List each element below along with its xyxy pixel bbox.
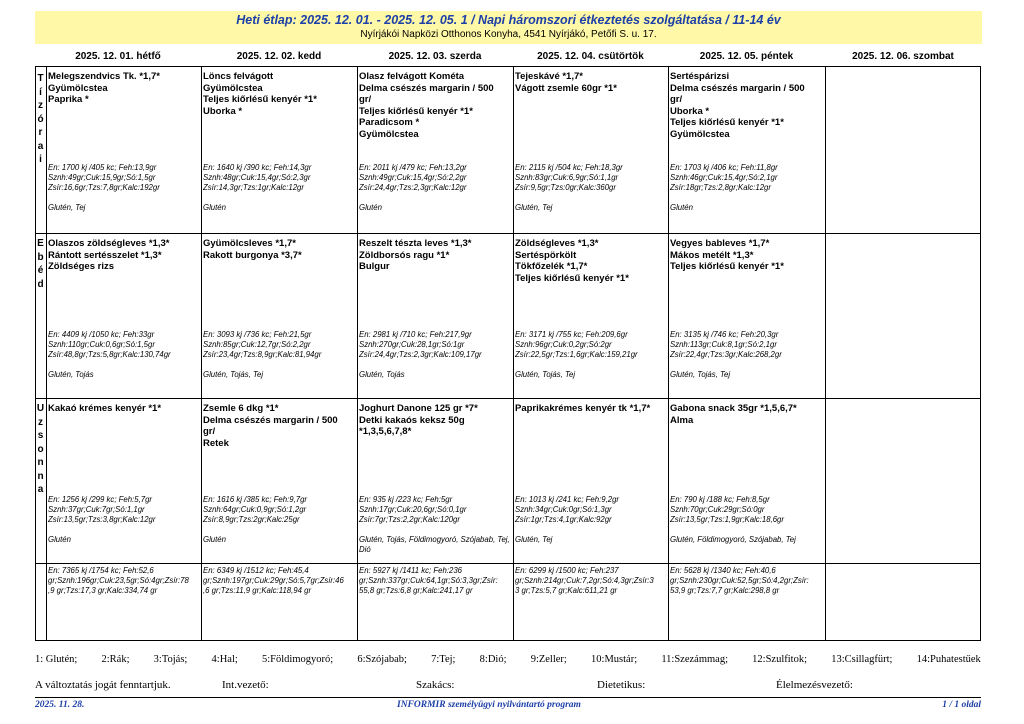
meal-label-letter: z bbox=[38, 416, 43, 428]
nutrition-info bbox=[203, 330, 355, 360]
nutrition-line: En: 2115 kj /504 kc; Feh:18,3gr bbox=[515, 163, 623, 172]
nutrition-info bbox=[359, 330, 511, 360]
nutrition-line: En: 1013 kj /241 kc; Feh:9,2gr bbox=[515, 495, 620, 504]
meal-label-letter: i bbox=[39, 154, 42, 165]
daily-total-line: En: 6349 kj /1512 kc; Feh:45,4 bbox=[203, 566, 309, 575]
menu-item: Paprikakrémes kenyér tk *1,7* bbox=[515, 403, 651, 414]
nutrition-info bbox=[359, 163, 511, 193]
nutrition-line: En: 790 kj /188 kc; Feh:8,5gr bbox=[670, 495, 770, 504]
daily-total-line: ,9 gr;Tzs:17,3 gr;Kalc:334,74 gr bbox=[48, 586, 158, 595]
nutrition-line: En: 1616 kj /385 kc; Feh:9,7gr bbox=[203, 495, 308, 504]
legend-item: 10:Mustár; bbox=[591, 654, 638, 665]
meal-label-letter: o bbox=[37, 443, 44, 455]
nutrition-line: Zsír:8,9gr;Tzs:2gr;Kalc:25gr bbox=[203, 515, 300, 524]
meal-label bbox=[35, 72, 46, 167]
meal-label-letter: b bbox=[37, 251, 44, 263]
allergen-info: Glutén, Földimogyoró, Szójabab, Tej bbox=[670, 535, 796, 544]
title-bar bbox=[35, 11, 982, 44]
meal-label-letter: T bbox=[37, 73, 44, 84]
nutrition-line: Sznh:113gr;Cuk:8,1gr;Só:2,1gr bbox=[670, 340, 777, 349]
nutrition-line: En: 1640 kj /390 kc; Feh:14,3gr bbox=[203, 163, 312, 172]
nutrition-line: En: 3093 kj /736 kc; Feh:21,5gr bbox=[203, 330, 312, 339]
allergen-info: Glutén, Tojás, Földimogyoró, Szójabab, Tej, Dió bbox=[359, 535, 510, 554]
menu-item: Paprika * bbox=[48, 94, 89, 105]
menu-item: Teljes kiőrlésű kenyér *1* bbox=[670, 261, 784, 272]
allergen-info: Glutén, Tej bbox=[515, 535, 553, 544]
day-header: 2025. 12. 03. szerda bbox=[388, 51, 482, 62]
meal-label-letter: U bbox=[36, 403, 45, 414]
daily-total-line: En: 6299 kj /1500 kc; Feh:237 bbox=[515, 566, 619, 575]
head-signature-label: Int.vezető: bbox=[222, 679, 269, 691]
daily-total bbox=[359, 566, 512, 596]
nutrition-info bbox=[48, 163, 199, 193]
nutrition-line: Sznh:70gr;Cuk:29gr;Só:0gr bbox=[670, 505, 765, 514]
column-divider bbox=[201, 66, 202, 641]
daily-total-line: gr;Sznh:337gr;Cuk:64,1gr;Só:3,3gr;Zsír: bbox=[359, 576, 498, 585]
menu-item: Tökfőzelék *1,7* bbox=[515, 261, 588, 272]
nutrition-line: Zsír:13,5gr;Tzs:3,8gr;Kalc:12gr bbox=[48, 515, 156, 524]
footer-page: 1 / 1 oldal bbox=[942, 700, 981, 710]
nutrition-info bbox=[670, 163, 823, 193]
footer-date: 2025. 11. 28. bbox=[35, 700, 85, 710]
nutrition-info bbox=[515, 330, 666, 360]
legend-item: 6:Szójabab; bbox=[357, 654, 407, 665]
menu-items bbox=[359, 238, 511, 273]
allergen-info: Glutén, Tojás, Tej bbox=[670, 370, 731, 379]
daily-total-line: gr;Sznh:196gr;Cuk:23,5gr;Só:4gr;Zsír:78 bbox=[48, 576, 189, 585]
menu-item: Paradicsom * bbox=[359, 117, 420, 128]
meal-label-letter: é bbox=[37, 265, 44, 276]
menu-item: Gyümölcstea bbox=[203, 82, 263, 94]
nutrition-line: Sznh:46gr;Cuk:15,4gr;Só:2,1gr bbox=[670, 173, 778, 182]
nutrition-line: Sznh:48gr;Cuk:15,4gr;Só:2,3gr bbox=[203, 173, 311, 182]
nutrition-line: En: 935 kj /223 kc; Feh:5gr bbox=[359, 495, 453, 504]
daily-total bbox=[48, 566, 200, 596]
menu-item: gr/ bbox=[670, 94, 683, 105]
menu-item: Reszelt tészta leves *1,3* bbox=[359, 238, 472, 249]
menu-item: Joghurt Danone 125 gr *7* bbox=[359, 403, 478, 414]
menu-items bbox=[48, 71, 199, 106]
menu-item: Teljes kiőrlésű kenyér *1* bbox=[670, 117, 784, 128]
column-divider bbox=[513, 66, 514, 641]
row-divider bbox=[35, 233, 981, 234]
nutrition-line: En: 3171 kj /755 kc; Feh:209,6gr bbox=[515, 330, 628, 339]
menu-item: Löncs felvágott bbox=[203, 71, 274, 82]
menu-items bbox=[359, 403, 511, 438]
nutrition-line: En: 4409 kj /1050 kc; Feh:33gr bbox=[48, 330, 155, 339]
day-header: 2025. 12. 05. péntek bbox=[699, 51, 794, 62]
nutrition-line: Zsír:18gr;Tzs:2,8gr;Kalc:12gr bbox=[670, 183, 771, 192]
menu-item: gr/ bbox=[203, 426, 216, 437]
menu-item: Uborka * bbox=[670, 105, 710, 117]
allergen-info: Glutén, Tej bbox=[515, 203, 553, 212]
meal-label-letter: s bbox=[37, 430, 44, 441]
day-header: 2025. 12. 01. hétfő bbox=[75, 51, 161, 62]
nutrition-line: En: 1700 kj /405 kc; Feh:13,9gr bbox=[48, 163, 157, 172]
nutrition-line: Sznh:85gr;Cuk:12,7gr;Só:2,2gr bbox=[203, 340, 311, 349]
meal-label bbox=[35, 237, 46, 291]
footer bbox=[35, 697, 981, 710]
nutrition-line: Zsír:24,4gr;Tzs:2,3gr;Kalc:109,17gr bbox=[359, 350, 482, 359]
menu-items bbox=[203, 238, 355, 261]
legend-item: 5:Földimogyoró; bbox=[261, 654, 334, 665]
allergen-info: Glutén, Tojás bbox=[359, 370, 405, 379]
menu-item: Rakott burgonya *3,7* bbox=[203, 249, 302, 261]
daily-total bbox=[203, 566, 356, 596]
menu-item: Detki kakaós keksz 50g bbox=[359, 414, 465, 426]
daily-total-line: gr;Sznh:230gr;Cuk:52,5gr;Só:4,2gr;Zsír: bbox=[670, 576, 809, 585]
rights-note: A változtatás jogát fenntartjuk. bbox=[35, 679, 171, 691]
menu-item: Uborka * bbox=[203, 105, 243, 117]
meal-label-letter: d bbox=[37, 278, 44, 290]
nutrition-line: En: 2011 kj /479 kc; Feh:13,2gr bbox=[359, 163, 467, 172]
daily-total-line: ,6 gr;Tzs:11,9 gr;Kalc:118,94 gr bbox=[203, 586, 312, 595]
daily-total-line: En: 5927 kj /1411 kc; Feh:236 bbox=[359, 566, 463, 575]
nutrition-line: Zsír:22,5gr;Tzs:1,6gr;Kalc:159,21gr bbox=[515, 350, 638, 359]
nutrition-line: Zsír:14,3gr;Tzs:1gr;Kalc:12gr bbox=[203, 183, 304, 192]
menu-item: Bulgur bbox=[359, 261, 390, 272]
menu-items bbox=[359, 71, 511, 140]
row-divider bbox=[35, 398, 981, 399]
menu-items bbox=[203, 71, 355, 117]
menu-items bbox=[670, 403, 823, 426]
nutrition-info bbox=[48, 330, 199, 360]
menu-item: Zöldségleves *1,3* bbox=[515, 238, 599, 249]
allergen-info: Glutén, Tojás, Tej bbox=[515, 370, 576, 379]
menu-item: Sertéspörkölt bbox=[515, 249, 577, 261]
meal-label-letter: r bbox=[38, 127, 43, 138]
menu-item: Olasz felvágott Kométa bbox=[359, 71, 465, 82]
menu-item: Gyümölcstea bbox=[670, 128, 730, 140]
meal-label-letter: í bbox=[39, 86, 42, 98]
daily-total bbox=[670, 566, 824, 596]
legend-item: 8:Dió; bbox=[479, 654, 507, 665]
menu-item: Delma csészés margarin / 500 bbox=[359, 82, 494, 94]
day-header: 2025. 12. 06. szombat bbox=[852, 51, 954, 62]
meal-label-letter: a bbox=[37, 484, 44, 495]
meal-label-letter: n bbox=[37, 457, 44, 468]
nutrition-info bbox=[203, 495, 355, 525]
allergen-info: Glutén bbox=[48, 535, 71, 544]
menu-item: *1,3,5,6,7,8* bbox=[359, 426, 412, 437]
nutrition-line: En: 2981 kj /710 kc; Feh:217,9gr bbox=[359, 330, 472, 339]
nutrition-info bbox=[359, 495, 511, 525]
legend-item: 3:Tojás; bbox=[153, 654, 188, 665]
menu-items bbox=[203, 403, 355, 449]
allergen-legend bbox=[35, 654, 981, 665]
menu-item: Tejeskávé *1,7* bbox=[515, 71, 583, 82]
menu-item: Rántott sertésszelet *1,3* bbox=[48, 249, 162, 261]
nutrition-line: Sznh:37gr;Cuk:7gr;Só:1,1gr bbox=[48, 505, 145, 514]
nutrition-line: Zsír:7gr;Tzs:2,2gr;Kalc:120gr bbox=[359, 515, 460, 524]
allergen-info: Glutén bbox=[203, 535, 226, 544]
nutrition-line: Sznh:83gr;Cuk:6,9gr;Só:1,1gr bbox=[515, 173, 619, 182]
nutrition-line: Sznh:49gr;Cuk:15,4gr;Só:2,2gr bbox=[359, 173, 467, 182]
cook-signature-label: Szakács: bbox=[416, 679, 455, 691]
nutrition-info bbox=[203, 163, 355, 193]
daily-total-line: gr;Sznh:214gr;Cuk:7,2gr;Só:4,3gr;Zsír:3 bbox=[515, 576, 654, 585]
menu-item: Teljes kiőrlésű kenyér *1* bbox=[515, 272, 629, 284]
nutrition-line: Zsír:24,4gr;Tzs:2,3gr;Kalc:12gr bbox=[359, 183, 467, 192]
allergen-info: Glutén, Tojás bbox=[48, 370, 94, 379]
meal-label-letter: ó bbox=[37, 113, 44, 125]
catering-signature-label: Élelmezésvezető: bbox=[776, 679, 853, 691]
daily-total-line: 55,8 gr;Tzs:6,8 gr;Kalc:241,17 gr bbox=[359, 586, 473, 595]
nutrition-line: En: 3135 kj /746 kc; Feh:20,3gr bbox=[670, 330, 779, 339]
daily-total-line: En: 5628 kj /1340 kc; Feh:40,6 bbox=[670, 566, 776, 575]
column-divider bbox=[46, 66, 47, 641]
allergen-info: Glutén, Tej bbox=[48, 203, 86, 212]
column-divider bbox=[825, 66, 826, 641]
menu-items bbox=[515, 403, 666, 415]
menu-item: Gabona snack 35gr *1,5,6,7* bbox=[670, 403, 797, 414]
nutrition-line: Zsír:13,5gr;Tzs:1,9gr;Kalc:18,6gr bbox=[670, 515, 784, 524]
nutrition-line: Zsír:22,4gr;Tzs:3gr;Kalc:268,2gr bbox=[670, 350, 782, 359]
nutrition-line: Zsír:48,8gr;Tzs:5,8gr;Kalc:130,74gr bbox=[48, 350, 171, 359]
meal-label-letter: E bbox=[37, 238, 44, 249]
legend-item: 12:Szulfitok; bbox=[752, 654, 808, 665]
nutrition-line: Sznh:64gr;Cuk:0,9gr;Só:1,2gr bbox=[203, 505, 307, 514]
menu-item: Vegyes bableves *1,7* bbox=[670, 238, 770, 249]
allergen-info: Glutén bbox=[203, 203, 226, 212]
menu-item: Vágott zsemle 60gr *1* bbox=[515, 82, 617, 94]
footer-program: INFORMIR személyügyi nyilvántartó program bbox=[397, 700, 581, 710]
nutrition-line: Zsír:9,5gr;Tzs:0gr;Kalc:360gr bbox=[515, 183, 616, 192]
column-divider bbox=[668, 66, 669, 641]
nutrition-line: Sznh:270gr;Cuk:28,1gr;Só:1gr bbox=[359, 340, 465, 349]
daily-total-line: gr;Sznh:197gr;Cuk:29gr;Só:5,7gr;Zsír:46 bbox=[203, 576, 344, 585]
day-header: 2025. 12. 02. kedd bbox=[236, 51, 322, 62]
legend-item: 13:Csillagfürt; bbox=[831, 654, 893, 665]
legend-item: 9:Zeller; bbox=[530, 654, 567, 665]
menu-item: Gyümölcstea bbox=[359, 128, 419, 140]
menu-item: Zsemle 6 dkg *1* bbox=[203, 403, 279, 414]
menu-item: Gyümölcstea bbox=[48, 82, 108, 94]
nutrition-line: Zsír:16,6gr;Tzs:7,8gr;Kalc:192gr bbox=[48, 183, 160, 192]
meal-label-letter: n bbox=[37, 470, 44, 482]
nutrition-line: En: 1256 kj /299 kc; Feh:5,7gr bbox=[48, 495, 153, 504]
nutrition-line: En: 1703 kj /406 kc; Feh:11,8gr bbox=[670, 163, 778, 172]
nutrition-info bbox=[670, 330, 823, 360]
daily-total-line: 3 gr;Tzs:5,7 gr;Kalc:611,21 gr bbox=[515, 586, 618, 595]
menu-item: Zöldborsós ragu *1* bbox=[359, 249, 450, 261]
page-title: Heti étlap: 2025. 12. 01. - 2025. 12. 05. 1 / Napi háromszori étkeztetés szolgáltatása / 11-14 év bbox=[236, 13, 781, 27]
menu-item: Melegszendvics Tk. *1,7* bbox=[48, 71, 160, 82]
allergen-info: Glutén, Tojás, Tej bbox=[203, 370, 264, 379]
menu-items bbox=[670, 238, 823, 273]
legend-item: 2:Rák; bbox=[101, 654, 130, 665]
nutrition-line: Sznh:49gr;Cuk:15,9gr;Só:1,5gr bbox=[48, 173, 156, 182]
daily-total bbox=[515, 566, 667, 596]
meal-label-letter: z bbox=[38, 100, 43, 111]
legend-item: 4:Hal; bbox=[211, 654, 238, 665]
page-subtitle: Nyírjákói Napközi Otthonos Konyha, 4541 Nyírjákó, Petőfi S. u. 17. bbox=[360, 29, 657, 40]
menu-item: gr/ bbox=[359, 94, 372, 105]
menu-item: Delma csészés margarin / 500 bbox=[203, 414, 338, 426]
nutrition-line: Sznh:17gr;Cuk:20,6gr;Só:0,1gr bbox=[359, 505, 467, 514]
daily-total-line: En: 7365 kj /1754 kc; Feh:52,6 bbox=[48, 566, 154, 575]
row-divider bbox=[35, 563, 981, 564]
menu-item: Olaszos zöldségleves *1,3* bbox=[48, 238, 170, 249]
menu-item: Gyümölcsleves *1,7* bbox=[203, 238, 296, 249]
nutrition-info bbox=[515, 495, 666, 525]
nutrition-line: Zsír:1gr;Tzs:4,1gr;Kalc:92gr bbox=[515, 515, 612, 524]
menu-item: Zöldséges rizs bbox=[48, 261, 114, 272]
daily-total-line: 53,9 gr;Tzs:7,7 gr;Kalc:298,8 gr bbox=[670, 586, 780, 595]
nutrition-line: Sznh:110gr;Cuk:0,6gr;Só:1,5gr bbox=[48, 340, 155, 349]
menu-item: Kakaó krémes kenyér *1* bbox=[48, 403, 162, 414]
meal-label-letter: a bbox=[37, 140, 44, 152]
menu-items bbox=[515, 71, 666, 94]
legend-item: 7:Tej; bbox=[431, 654, 456, 665]
menu-items bbox=[48, 403, 199, 415]
allergen-info: Glutén bbox=[670, 203, 693, 212]
nutrition-info bbox=[515, 163, 666, 193]
nutrition-line: Sznh:96gr;Cuk:0,2gr;Só:2gr bbox=[515, 340, 612, 349]
menu-items bbox=[515, 238, 666, 284]
meal-label bbox=[35, 402, 46, 497]
dietician-signature-label: Dietetikus: bbox=[597, 679, 646, 691]
menu-item: Delma csészés margarin / 500 bbox=[670, 82, 805, 94]
menu-item: Alma bbox=[670, 414, 694, 426]
allergen-info: Glutén bbox=[359, 203, 382, 212]
nutrition-line: Zsír:23,4gr;Tzs:8,9gr;Kalc:81,94gr bbox=[203, 350, 322, 359]
day-header: 2025. 12. 04. csütörtök bbox=[537, 51, 644, 62]
menu-item: Retek bbox=[203, 437, 229, 449]
menu-item: Teljes kiőrlésű kenyér *1* bbox=[203, 94, 317, 105]
menu-item: Teljes kiőrlésű kenyér *1* bbox=[359, 105, 473, 117]
menu-items bbox=[670, 71, 823, 140]
legend-item: 14:Puhatestűek bbox=[916, 654, 981, 665]
menu-item: Sertéspárizsi bbox=[670, 71, 730, 82]
nutrition-line: Sznh:34gr;Cuk:0gr;Só:1,3gr bbox=[515, 505, 612, 514]
nutrition-info bbox=[670, 495, 823, 525]
nutrition-info bbox=[48, 495, 199, 525]
legend-item: 1: Glutén; bbox=[35, 654, 78, 665]
column-divider bbox=[357, 66, 358, 641]
menu-items bbox=[48, 238, 199, 273]
legend-item: 11:Szezámmag; bbox=[661, 654, 728, 665]
menu-item: Mákos metélt *1,3* bbox=[670, 249, 754, 261]
